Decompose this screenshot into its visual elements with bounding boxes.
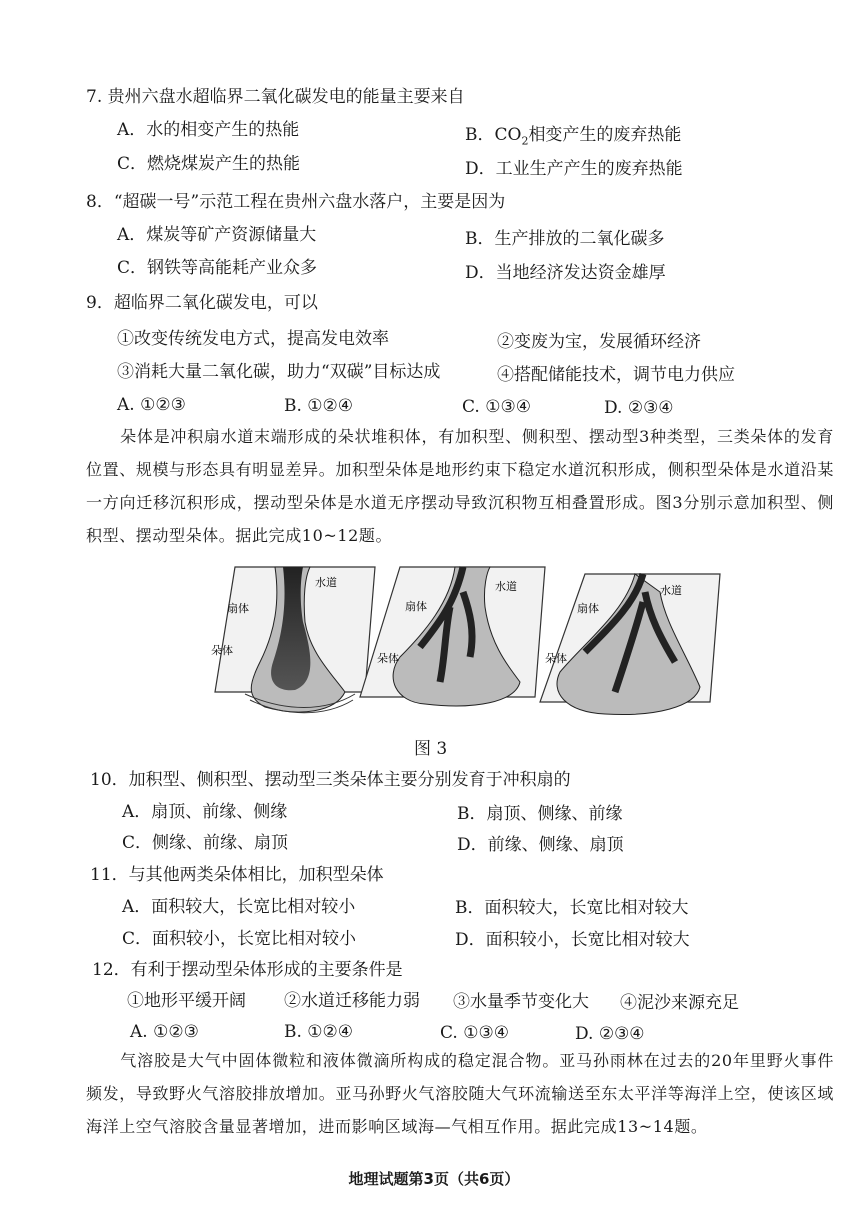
q9-option-d: D. ②③④	[604, 398, 674, 418]
q12-statement-2: ②水道迁移能力弱	[284, 991, 420, 1011]
q11-option-d: D．面积较小，长宽比相对较大	[455, 930, 690, 950]
q12-option-d: D. ②③④	[575, 1024, 645, 1044]
q7-option-b: B．$CO_2$相变产生的废弃热能	[465, 125, 682, 148]
q7-option-c: C．燃烧煤炭产生的热能	[117, 154, 301, 174]
q7-option-a: A．水的相变产生的热能	[117, 120, 300, 140]
q9-option-b: B. ①②④	[284, 396, 354, 416]
q12-option-a: A. ①②③	[130, 1022, 199, 1042]
figure-3	[205, 562, 725, 722]
q12-statement-4: ④泥沙来源充足	[620, 993, 739, 1013]
q7-stem: 7. 贵州六盘水超临界二氧化碳发电的能量主要来自	[86, 87, 465, 107]
q8-option-b: B．生产排放的二氧化碳多	[465, 229, 665, 249]
q8-option-d: D．当地经济发达资金雄厚	[465, 263, 666, 283]
q12-statement-1: ①地形平缓开阔	[127, 991, 246, 1011]
q12-stem: 12．有利于摆动型朵体形成的主要条件是	[92, 960, 403, 980]
label-fan-3: 扇体	[577, 602, 599, 615]
q11-option-a: A．面积较大，长宽比相对较小	[122, 897, 356, 917]
panel-aggradational	[211, 567, 375, 713]
label-lobe-3: 朵体	[545, 652, 567, 665]
label-lobe-1: 朵体	[211, 644, 233, 657]
q11-stem: 11．与其他两类朵体相比，加积型朵体	[90, 865, 384, 885]
q10-option-b: B．扇顶、侧缘、前缘	[457, 804, 623, 824]
q12-option-c: C. ①③④	[440, 1023, 509, 1043]
passage-aerosol: 气溶胶是大气中固体微粒和液体微滴所构成的稳定混合物。亚马孙雨林在过去的20年里野火事件频发，导致野火气溶胶排放增加。亚马孙野火气溶胶随大气环流输送至东太平洋等海洋上空，使该区域海洋上空气溶胶含量显著增加，进而影响区域海—气相互作用。据此完成13~14题。	[86, 1051, 834, 1136]
q9-statement-4: ④搭配储能技术，调节电力供应	[497, 365, 735, 385]
q12-option-b: B. ①②④	[284, 1022, 354, 1042]
panel-oscillating	[540, 574, 720, 715]
q9-statement-3: ③消耗大量二氧化碳，助力“双碳”目标达成	[117, 362, 441, 382]
q8-option-c: C．钢铁等高能耗产业众多	[117, 258, 318, 278]
q10-stem: 10．加积型、侧积型、摆动型三类朵体主要分别发育于冲积扇的	[90, 770, 571, 790]
q9-option-a: A. ①②③	[117, 395, 186, 415]
q11-option-c: C．面积较小，长宽比相对较小	[122, 929, 357, 949]
label-channel-2: 水道	[495, 580, 517, 593]
q9-stem: 9．超临界二氧化碳发电，可以	[86, 293, 318, 313]
q10-option-a: A．扇顶、前缘、侧缘	[122, 802, 288, 822]
panel-lateral	[360, 567, 545, 706]
label-channel-3: 水道	[660, 584, 682, 597]
q12-statement-3: ③水量季节变化大	[453, 992, 589, 1012]
q8-stem: 8．“超碳一号”示范工程在贵州六盘水落户，主要是因为	[86, 192, 506, 212]
q8-option-a: A．煤炭等矿产资源储量大	[117, 225, 317, 245]
q9-statement-2: ②变废为宝，发展循环经济	[497, 332, 701, 352]
q9-statement-1: ①改变传统发电方式，提高发电效率	[117, 329, 389, 349]
label-fan-1: 扇体	[227, 602, 249, 615]
label-fan-2: 扇体	[405, 600, 427, 613]
q7-option-d: D．工业生产产生的废弃热能	[465, 159, 683, 179]
q9-option-c: C. ①③④	[462, 397, 531, 417]
figure-caption: 图 3	[414, 739, 448, 759]
page-footer: 地理试题第3页（共6页）	[348, 1170, 520, 1188]
q10-option-d: D．前缘、侧缘、扇顶	[457, 835, 624, 855]
label-lobe-2: 朵体	[377, 652, 399, 665]
label-channel-1: 水道	[315, 576, 337, 589]
q11-option-b: B．面积较大，长宽比相对较大	[455, 898, 689, 918]
passage-lobe: 朵体是冲积扇水道末端形成的朵状堆积体，有加积型、侧积型、摆动型3种类型，三类朵体的发育位置、规模与形态具有明显差异。加积型朵体是地形约束下稳定水道沉积形成，侧积型朵体是水道沿某一方向迁移沉积形成，摆动型朵体是水道无序摆动导致沉积物互相叠置形成。图3分别示意加积型、侧积型、摆动型朵体。据此完成10~12题。	[86, 427, 834, 545]
q10-option-c: C．侧缘、前缘、扇顶	[122, 833, 289, 853]
